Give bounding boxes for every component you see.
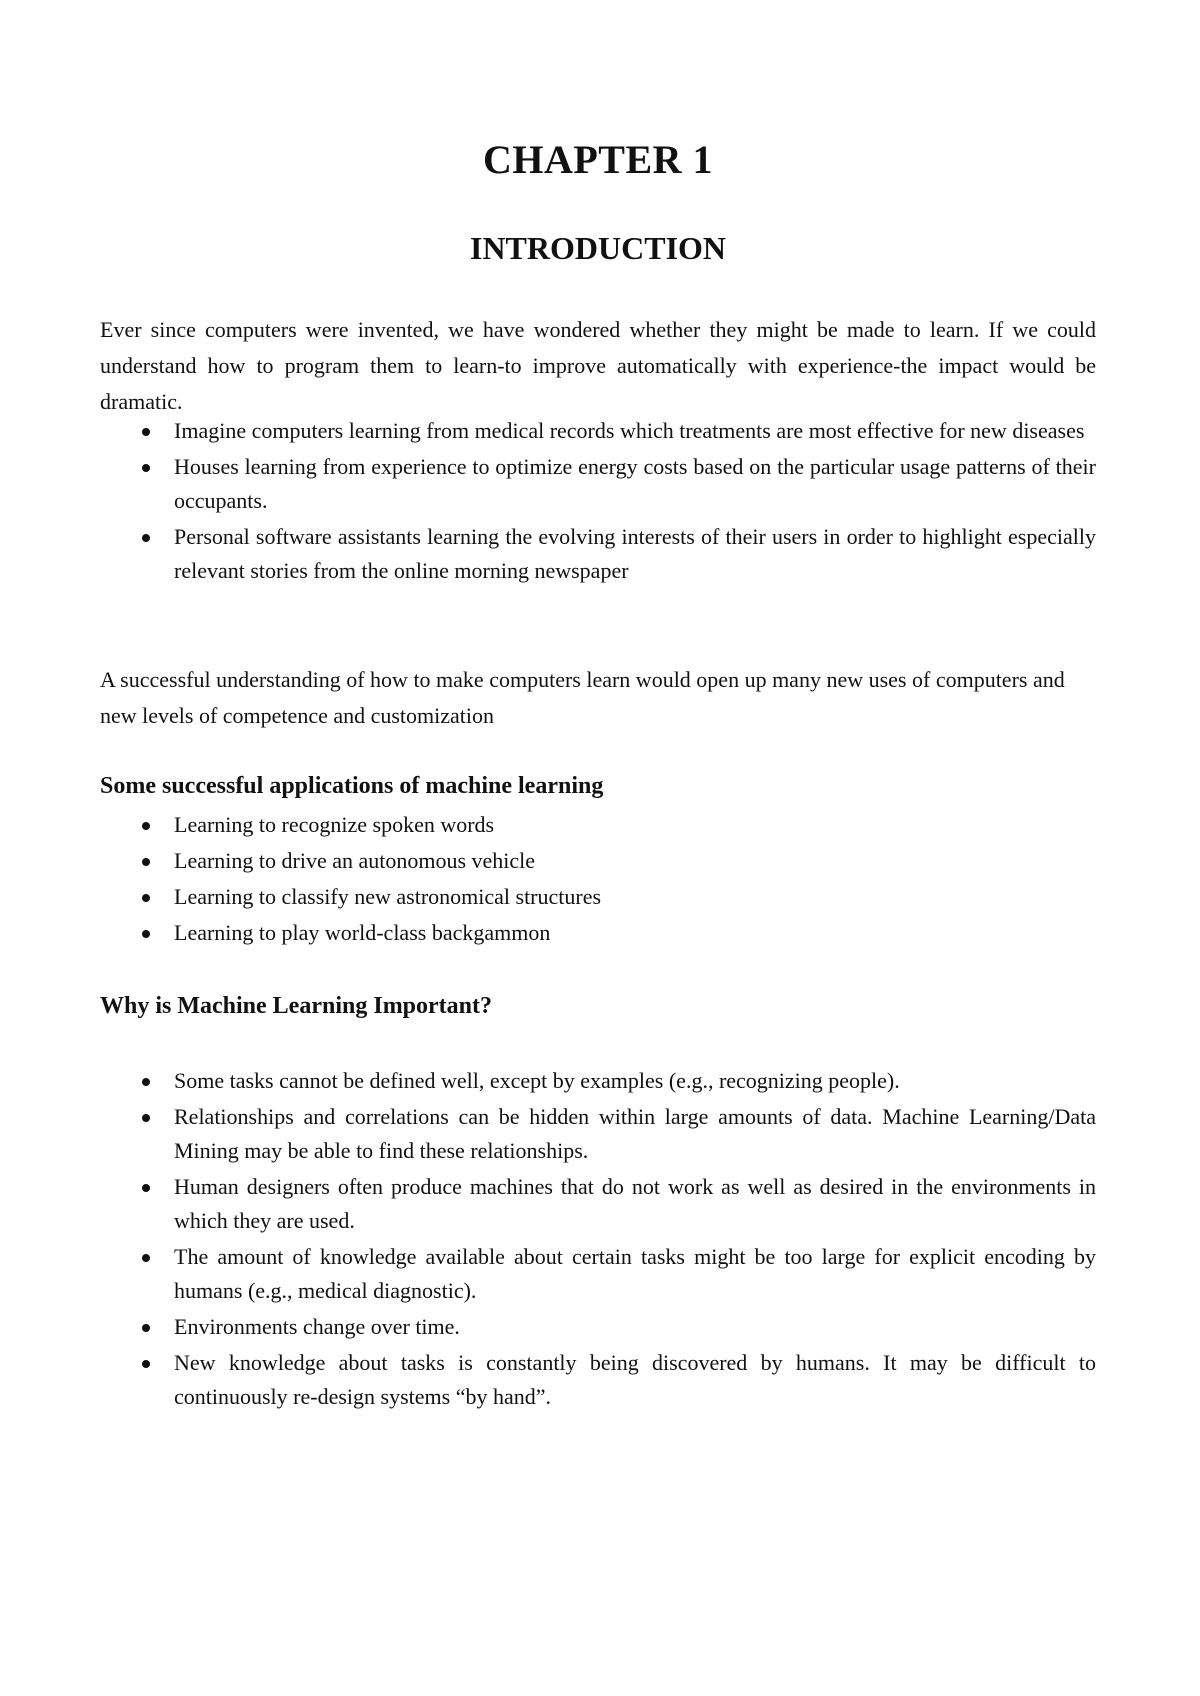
- applications-heading: Some successful applications of machine learning: [100, 773, 604, 799]
- applications-list: [100, 808, 1096, 952]
- bullet-icon: [142, 1184, 150, 1192]
- intro-paragraph: Ever since computers were invented, we have wondered whether they might be made to learn. If we could understand how to program them to learn-to improve automatically with experience-the impact would be dramatic.: [100, 317, 1096, 414]
- list-item-text: New knowledge about tasks is constantly being discovered by humans. It may be difficult to continuously re-design systems “by hand”.: [174, 1350, 1096, 1409]
- list-item-text: Learning to classify new astronomical structures: [174, 884, 602, 909]
- intro-bullet-list: [100, 414, 1096, 590]
- list-item: [100, 844, 1096, 878]
- list-item-text: The amount of knowledge available about certain tasks might be too large for explicit encoding by humans (e.g., medical diagnostic).: [174, 1244, 1096, 1303]
- bullet-icon: [142, 858, 150, 866]
- list-item: [100, 1100, 1096, 1168]
- importance-list: [100, 1064, 1096, 1416]
- bullet-icon: [142, 894, 150, 902]
- bullet-icon: [142, 1360, 150, 1368]
- bullet-icon: [142, 930, 150, 938]
- list-item-text: Learning to recognize spoken words: [174, 812, 495, 837]
- list-item-text: Imagine computers learning from medical records which treatments are most effective for new diseases: [174, 418, 1085, 443]
- list-item: [100, 880, 1096, 914]
- list-item-text: Learning to drive an autonomous vehicle: [174, 848, 536, 873]
- list-item: [100, 520, 1096, 588]
- bullet-icon: [142, 1324, 150, 1332]
- chapter-title: CHAPTER 1: [482, 137, 714, 182]
- list-item-text: Learning to play world-class backgammon: [174, 920, 551, 945]
- list-item: [100, 1346, 1096, 1414]
- bullet-icon: [142, 1114, 150, 1122]
- list-item-text: Human designers often produce machines that do not work as well as desired in the environments in which they are used.: [174, 1174, 1096, 1233]
- list-item-text: Relationships and correlations can be hidden within large amounts of data. Machine Learning/Data Mining may be able to find these relationships.: [174, 1104, 1096, 1163]
- importance-heading: Why is Machine Learning Important?: [100, 993, 493, 1019]
- bullet-icon: [142, 534, 150, 542]
- list-item: [100, 414, 1096, 448]
- bullet-icon: [142, 464, 150, 472]
- list-item-text: Personal software assistants learning the evolving interests of their users in order to highlight especially relevant stories from the online morning newspaper: [174, 524, 1096, 583]
- bullet-icon: [142, 822, 150, 830]
- section-title: INTRODUCTION: [469, 230, 727, 266]
- list-item-text: Environments change over time.: [174, 1314, 460, 1339]
- list-item: [100, 1240, 1096, 1308]
- list-item: [100, 1310, 1096, 1344]
- list-item: [100, 450, 1096, 518]
- list-item: [100, 1170, 1096, 1238]
- bullet-icon: [142, 428, 150, 436]
- list-item-text: Houses learning from experience to optimize energy costs based on the particular usage patterns of their occupants.: [174, 454, 1096, 513]
- bullet-icon: [142, 1254, 150, 1262]
- list-item: [100, 916, 1096, 950]
- bullet-icon: [142, 1078, 150, 1086]
- summary-paragraph: A successful understanding of how to make computers learn would open up many new uses of computers and new levels of competence and customization: [100, 667, 1065, 728]
- list-item: [100, 1064, 1096, 1098]
- list-item-text: Some tasks cannot be defined well, except by examples (e.g., recognizing people).: [174, 1068, 900, 1093]
- list-item: [100, 808, 1096, 842]
